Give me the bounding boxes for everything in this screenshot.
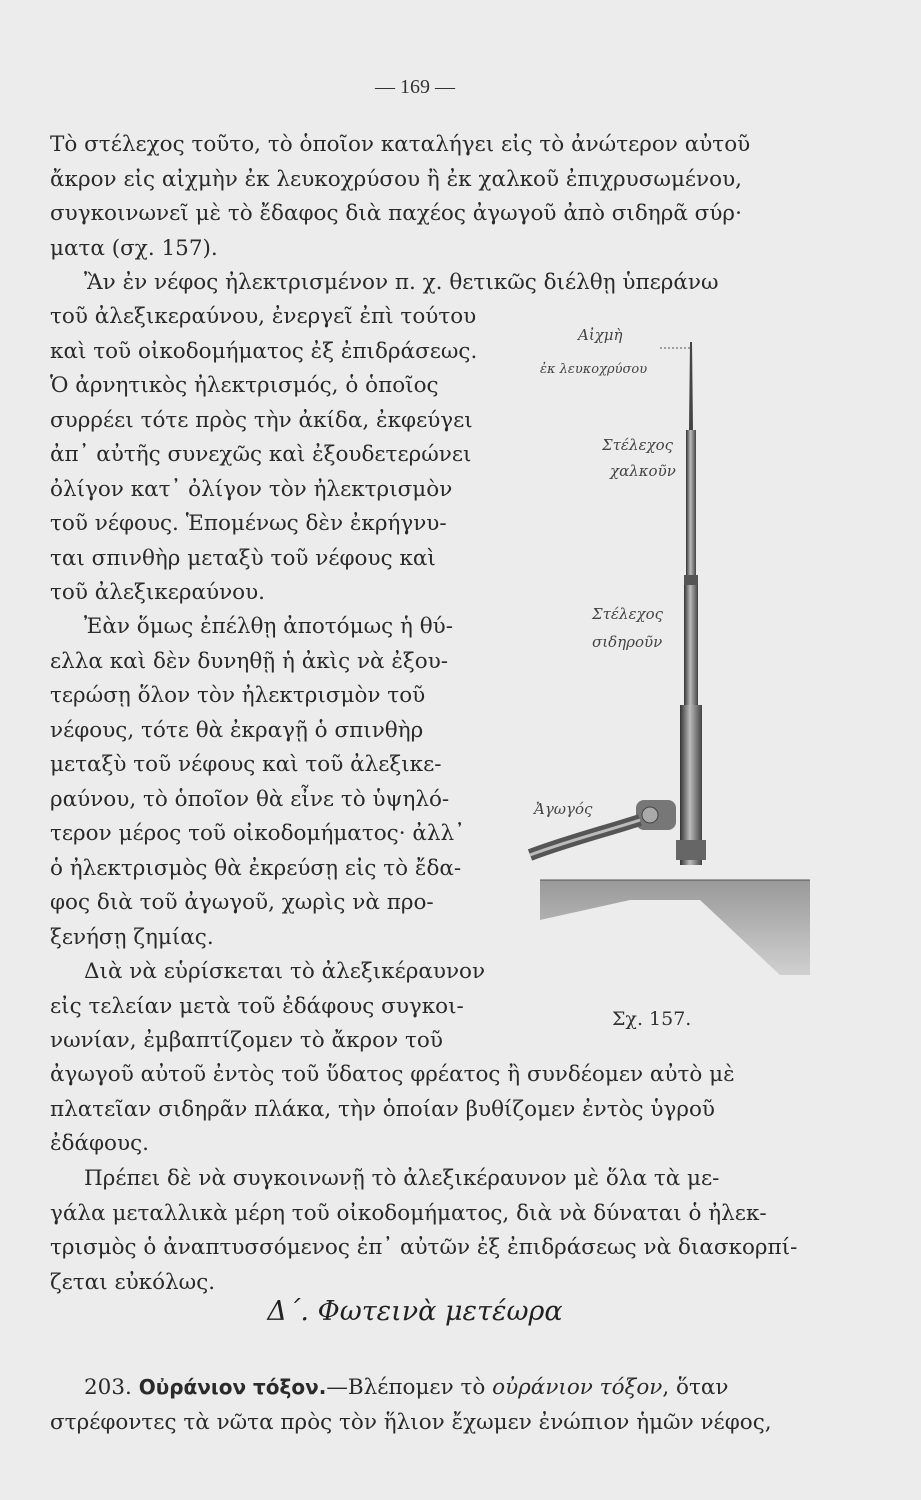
section-heading: Δ΄. Φωτεινὰ μετέωρα (267, 1296, 563, 1327)
emphasized-term: οὐράνιον τόξον (492, 1375, 663, 1400)
paragraph-5 (50, 1162, 798, 1300)
text-line: Ἂν ἐν νέφος ἠλεκτρισμένον π. χ. θετικῶς διέλθῃ ὑπεράνω (84, 270, 719, 295)
text-line: τρισμὸς ὁ ἀναπτυσσόμενος ἐπ᾿ αὐτῶν ἐξ ἐπιδράσεως νὰ διασκορπί- (50, 1235, 798, 1260)
text-line: εἰς τελείαν μετὰ τοῦ ἐδάφους συγκοι- (50, 993, 464, 1019)
text-line: νέφους, τότε θὰ ἐκραγῇ ὁ σπινθὴρ (50, 717, 424, 743)
roof-surface (540, 880, 810, 975)
label-copper-stem: Στέλεχος (602, 436, 674, 454)
text-line: Διὰ νὰ εὑρίσκεται τὸ ἀλεξικέραυνον (84, 959, 486, 984)
lightning-rod-figure (520, 320, 810, 1000)
section-number: 203. (84, 1375, 132, 1400)
text-line: ζεται εὐκόλως. (50, 1269, 216, 1295)
text-line: ἄκρον εἰς αἰχμὴν ἐκ λευκοχρύσου ἢ ἐκ χαλκοῦ ἐπιχρυσωμένου, (50, 166, 742, 192)
paragraph-4-narrow (50, 955, 485, 1059)
section-first-line (50, 1370, 795, 1406)
text-line: Ὁ ἀρνητικὸς ἠλεκτρισμός, ὁ ὁποῖος (50, 373, 439, 398)
text-line: καὶ τοῦ οἰκοδομήματος ἐξ ἐπιδράσεως. (50, 338, 478, 364)
page-number: — 169 — (375, 76, 455, 98)
text-line: στρέφοντες τὰ νῶτα πρὸς τὸν ἥλιον ἔχωμεν ἐνώπιον ἡμῶν νέφος, (50, 1409, 772, 1435)
label-conductor: Ἀγωγός (534, 800, 593, 818)
paragraph-1 (50, 128, 795, 266)
text-line: τοῦ ἀλεξικεραύνου, ἐνεργεῖ ἐπὶ τούτου (50, 304, 477, 329)
text-line: ἐδάφους. (50, 1131, 149, 1156)
lightning-rod-illustration (520, 320, 810, 1000)
text-run: , ὅταν (662, 1375, 729, 1400)
text-line: ὀλίγον κατ᾿ ὀλίγον τὸν ἠλεκτρισμὸν (50, 476, 453, 502)
label-copper-material: χαλκοῦν (610, 462, 676, 480)
text-line: νωνίαν, ἐμβαπτίζομεν τὸ ἄκρον τοῦ (50, 1028, 443, 1053)
label-tip-material: ἐκ λευκοχρύσου (540, 362, 648, 377)
text-line: τοῦ ἀλεξικεραύνου. (50, 580, 266, 605)
text-line: ὁ ἠλεκτρισμὸς θὰ ἐκρεύσῃ εἰς τὸ ἔδα- (50, 855, 462, 881)
text-line: ἀπ᾿ αὐτῆς συνεχῶς καὶ ἐξουδετερώνει (50, 442, 472, 467)
stem-joint (684, 575, 698, 585)
label-iron-material: σιδηροῦν (592, 633, 663, 651)
text-line: Ἐὰν ὅμως ἐπέλθῃ ἀποτόμως ἡ θύ- (84, 614, 453, 639)
figure-caption: Σχ. 157. (612, 1008, 692, 1030)
text-line: πλατεῖαν σιδηρᾶν πλάκα, τὴν ὁποίαν βυθίζομεν ἐντὸς ὑγροῦ (50, 1096, 715, 1122)
text-line: ραύνου, τὸ ὁποῖον θὰ εἶνε τὸ ὑψηλό- (50, 786, 450, 812)
paragraph-2-narrow (50, 300, 485, 611)
text-line: τερώσῃ ὅλον τὸν ἠλεκτρισμὸν τοῦ (50, 683, 426, 708)
paragraph-2-first-line (50, 266, 795, 301)
label-iron-stem: Στέλεχος (592, 605, 664, 623)
text-line: ἀγωγοῦ αὐτοῦ ἐντὸς τοῦ ὕδατος φρέατος ἢ συνδέομεν αὐτὸ μὲ (50, 1062, 735, 1087)
text-line: ελλα καὶ δὲν δυνηθῇ ἡ ἀκὶς νὰ ἐξου- (50, 648, 449, 674)
text-line: φος διὰ τοῦ ἀγωγοῦ, χωρὶς νὰ προ- (50, 890, 434, 915)
paragraph-3 (50, 610, 485, 955)
text-run: —Βλέπομεν τὸ (326, 1375, 486, 1400)
text-line: συγκοινωνεῖ μὲ τὸ ἔδαφος διὰ παχέος ἀγωγοῦ ἀπὸ σιδηρᾶ σύρ· (50, 201, 742, 226)
text-line: Πρέπει δὲ νὰ συγκοινωνῇ τὸ ἀλεξικέραυνον μὲ ὅλα τὰ με- (84, 1166, 720, 1191)
section-title: Οὐράνιον τόξον. (138, 1375, 327, 1399)
cable-highlight (530, 820, 640, 855)
section-203 (50, 1370, 795, 1440)
text-line: τοῦ νέφους. Ἑπομένως δὲν ἐκρήγνυ- (50, 511, 447, 536)
paragraph-4-full (50, 1058, 795, 1162)
text-line: μεταξὺ τοῦ νέφους καὶ τοῦ ἀλεξικε- (50, 752, 442, 777)
text-line: ξενήσῃ ζημίας. (50, 924, 214, 950)
text-line: Τὸ στέλεχος τοῦτο, τὸ ὁποῖον καταλήγει εἰς τὸ ἀνώτερον αὐτοῦ (50, 132, 751, 157)
clamp-bolt (642, 807, 658, 823)
rod-collar (676, 840, 706, 860)
text-line: συρρέει τότε πρὸς τὴν ἀκίδα, ἐκφεύγει (50, 407, 473, 433)
label-tip: Αἰχμὴ (578, 326, 623, 344)
copper-stem (686, 430, 696, 580)
iron-stem (684, 585, 698, 705)
text-line: γάλα μεταλλικὰ μέρη τοῦ οἰκοδομήματος, διὰ νὰ δύναται ὁ ἠλεκ- (50, 1200, 767, 1226)
text-line: τερον μέρος τοῦ οἰκοδομήματος· ἀλλ᾿ (50, 821, 465, 846)
text-line: ματα (σχ. 157). (50, 235, 218, 261)
text-line: ται σπινθὴρ μεταξὺ τοῦ νέφους καὶ (50, 545, 436, 571)
rod-tip (689, 342, 693, 430)
